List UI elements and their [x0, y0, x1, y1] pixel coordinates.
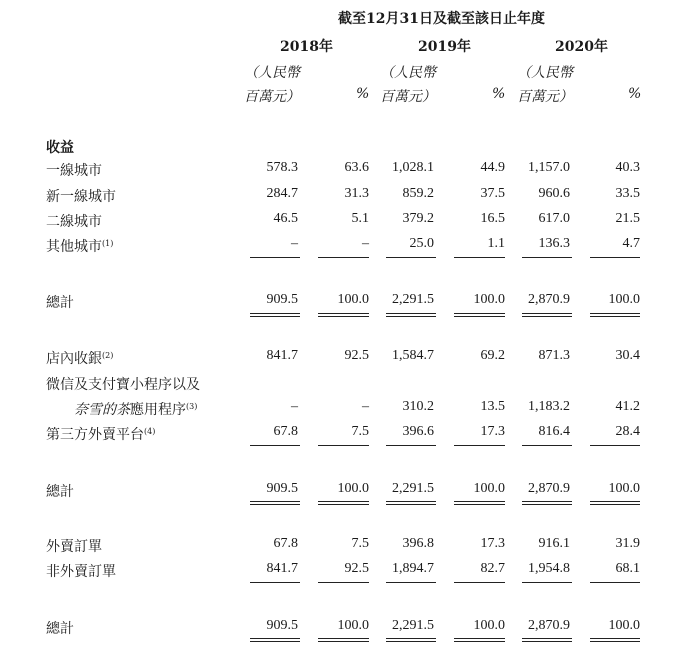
- unit-2018-line2: 百萬元）: [244, 89, 300, 105]
- table-cell: 63.6: [344, 160, 369, 175]
- table-cell: 136.3: [538, 236, 570, 251]
- single-underline: [386, 445, 436, 446]
- table-cell: 960.6: [538, 186, 570, 201]
- table-cell: 46.5: [273, 211, 298, 226]
- table-cell: 2,291.5: [392, 292, 434, 307]
- row-label: 新一線城市: [46, 189, 116, 205]
- table-cell: 1,157.0: [528, 160, 570, 175]
- table-cell: 33.5: [615, 186, 640, 201]
- table-cell: 44.9: [480, 160, 505, 175]
- table-cell: 100.0: [337, 292, 369, 307]
- double-underline: [454, 313, 505, 317]
- table-cell: 67.8: [273, 424, 298, 439]
- double-underline: [454, 638, 505, 642]
- table-cell: –: [362, 236, 369, 251]
- row-label: 店內收銀$^{(2)}$: [46, 351, 114, 367]
- single-underline: [318, 445, 369, 446]
- double-underline: [386, 313, 436, 317]
- footnote-marker: (1): [102, 239, 114, 248]
- year-2020: 2020年: [555, 39, 608, 55]
- row-label: 其他城市$^{(1)}$: [46, 239, 114, 255]
- double-underline: [454, 501, 505, 505]
- single-underline: [318, 582, 369, 583]
- table-cell: 100.0: [608, 481, 640, 496]
- table-cell: 2,870.9: [528, 292, 570, 307]
- table-cell: 82.7: [480, 561, 505, 576]
- row-label: 奈雪的茶應用程序$^{(3)}$: [74, 402, 198, 418]
- table-cell: 310.2: [402, 399, 434, 414]
- single-underline: [318, 257, 369, 258]
- table-cell: –: [291, 399, 298, 414]
- table-cell: 841.7: [266, 561, 298, 576]
- year-2019: 2019年: [418, 39, 471, 55]
- double-underline: [522, 501, 572, 505]
- single-underline: [522, 257, 572, 258]
- double-underline: [318, 313, 369, 317]
- table-cell: 2,291.5: [392, 481, 434, 496]
- single-underline: [590, 582, 640, 583]
- row-label: 外賣訂單: [46, 539, 102, 555]
- table-cell: 100.0: [337, 618, 369, 633]
- table-cell: 7.5: [351, 536, 369, 551]
- row-label: 非外賣訂單: [46, 564, 116, 580]
- table-cell: 1,584.7: [392, 348, 434, 363]
- total-label: 總計: [46, 621, 74, 637]
- single-underline: [454, 582, 505, 583]
- single-underline: [590, 445, 640, 446]
- period-header: 截至12月31日及截至該日止年度: [338, 11, 545, 27]
- table-cell: 28.4: [615, 424, 640, 439]
- unit-2019-line1: （人民幣: [380, 65, 436, 81]
- table-cell: 17.3: [480, 536, 505, 551]
- total-label: 總計: [46, 484, 74, 500]
- unit-2020-line2: 百萬元）: [517, 89, 573, 105]
- table-cell: 31.3: [344, 186, 369, 201]
- table-cell: 284.7: [266, 186, 298, 201]
- table-cell: 5.1: [351, 211, 369, 226]
- table-cell: 30.4: [615, 348, 640, 363]
- double-underline: [590, 501, 640, 505]
- brand-name: 奈雪的茶: [74, 402, 130, 418]
- single-underline: [522, 582, 572, 583]
- table-cell: 396.8: [402, 536, 434, 551]
- table-cell: 21.5: [615, 211, 640, 226]
- total-label: 總計: [46, 295, 74, 311]
- table-cell: 69.2: [480, 348, 505, 363]
- table-cell: 841.7: [266, 348, 298, 363]
- table-cell: 25.0: [409, 236, 434, 251]
- section-title-revenue: 收益: [46, 140, 74, 156]
- table-cell: 100.0: [473, 618, 505, 633]
- single-underline: [454, 445, 505, 446]
- row-label: 第三方外賣平台$^{(4)}$: [46, 427, 156, 443]
- pct-2018: %: [356, 86, 370, 102]
- row-label: 微信及支付寶小程序以及: [46, 377, 200, 393]
- table-cell: 100.0: [337, 481, 369, 496]
- table-cell: 1,028.1: [392, 160, 434, 175]
- table-cell: 909.5: [266, 292, 298, 307]
- table-cell: 909.5: [266, 481, 298, 496]
- table-cell: 1,954.8: [528, 561, 570, 576]
- table-cell: 100.0: [473, 481, 505, 496]
- table-cell: 37.5: [480, 186, 505, 201]
- table-cell: 916.1: [538, 536, 570, 551]
- double-underline: [590, 638, 640, 642]
- row-label: 二線城市: [46, 214, 102, 230]
- double-underline: [318, 501, 369, 505]
- single-underline: [250, 582, 300, 583]
- table-cell: 379.2: [402, 211, 434, 226]
- single-underline: [250, 445, 300, 446]
- table-cell: 16.5: [480, 211, 505, 226]
- table-cell: 17.3: [480, 424, 505, 439]
- pct-2020: %: [628, 86, 642, 102]
- table-cell: 100.0: [608, 292, 640, 307]
- table-cell: 859.2: [402, 186, 434, 201]
- table-cell: 67.8: [273, 536, 298, 551]
- table-cell: 4.7: [622, 236, 640, 251]
- table-cell: 1.1: [487, 236, 505, 251]
- pct-2019: %: [492, 86, 506, 102]
- table-cell: 92.5: [344, 348, 369, 363]
- table-cell: 100.0: [473, 292, 505, 307]
- table-cell: 7.5: [351, 424, 369, 439]
- table-cell: 2,870.9: [528, 481, 570, 496]
- single-underline: [250, 257, 300, 258]
- table-cell: 41.2: [615, 399, 640, 414]
- table-cell: 816.4: [538, 424, 570, 439]
- year-2018: 2018年: [280, 39, 333, 55]
- double-underline: [318, 638, 369, 642]
- double-underline: [522, 638, 572, 642]
- single-underline: [454, 257, 505, 258]
- double-underline: [522, 313, 572, 317]
- footnote-marker: (4): [144, 427, 156, 436]
- table-cell: 40.3: [615, 160, 640, 175]
- table-cell: 909.5: [266, 618, 298, 633]
- table-cell: 396.6: [402, 424, 434, 439]
- table-cell: 2,870.9: [528, 618, 570, 633]
- table-cell: 68.1: [615, 561, 640, 576]
- double-underline: [250, 501, 300, 505]
- table-cell: 1,183.2: [528, 399, 570, 414]
- row-label: 一線城市: [46, 163, 102, 179]
- footnote-marker: (2): [102, 351, 114, 360]
- double-underline: [250, 313, 300, 317]
- table-cell: –: [291, 236, 298, 251]
- table-cell: 617.0: [538, 211, 570, 226]
- double-underline: [386, 501, 436, 505]
- table-cell: 92.5: [344, 561, 369, 576]
- single-underline: [386, 257, 436, 258]
- unit-2018-line1: （人民幣: [244, 65, 300, 81]
- table-cell: 31.9: [615, 536, 640, 551]
- table-cell: 578.3: [266, 160, 298, 175]
- single-underline: [590, 257, 640, 258]
- table-cell: 2,291.5: [392, 618, 434, 633]
- table-cell: 100.0: [608, 618, 640, 633]
- table-cell: 871.3: [538, 348, 570, 363]
- single-underline: [522, 445, 572, 446]
- double-underline: [386, 638, 436, 642]
- table-cell: 1,894.7: [392, 561, 434, 576]
- double-underline: [590, 313, 640, 317]
- table-cell: 13.5: [480, 399, 505, 414]
- unit-2020-line1: （人民幣: [517, 65, 573, 81]
- unit-2019-line2: 百萬元）: [380, 89, 436, 105]
- single-underline: [386, 582, 436, 583]
- footnote-marker: (3): [186, 402, 198, 411]
- table-cell: –: [362, 399, 369, 414]
- double-underline: [250, 638, 300, 642]
